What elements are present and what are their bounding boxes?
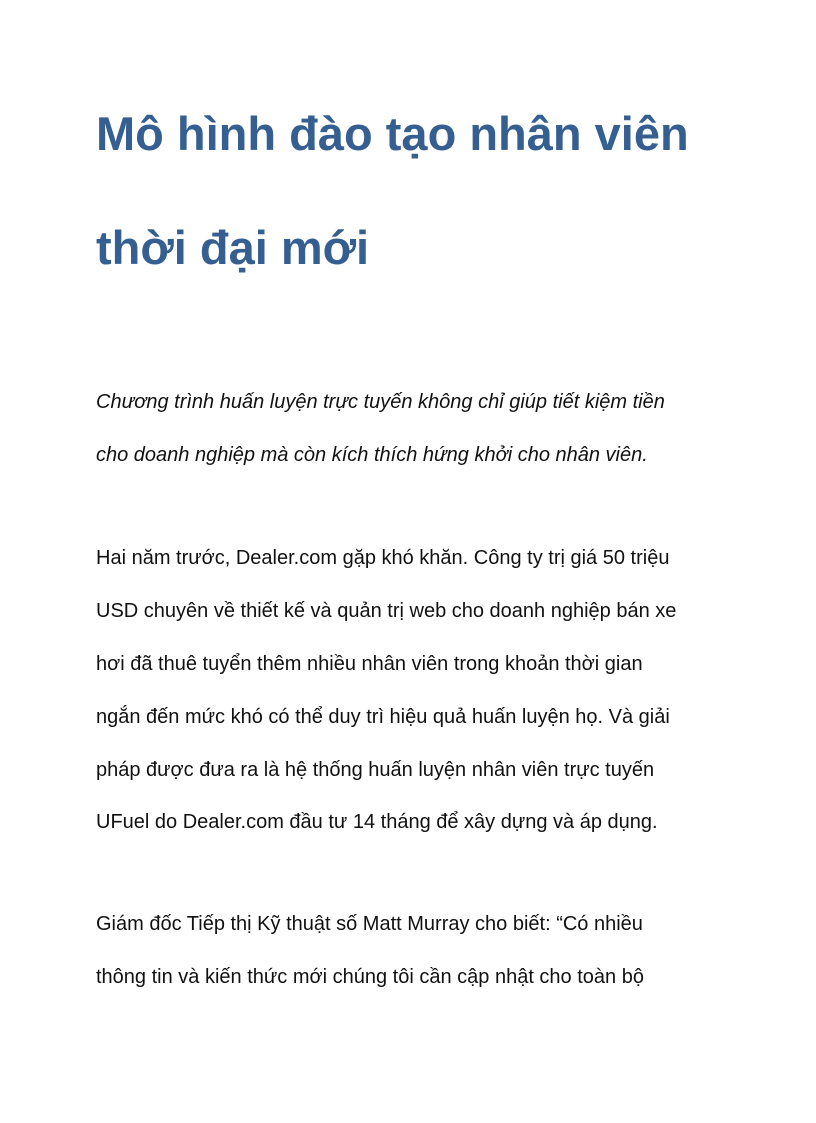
paragraph-1-line-4: ngắn đến mức khó có thể duy trì hiệu quả huấn luyện họ. Và giải <box>96 706 670 728</box>
paragraph-2-line-2: thông tin và kiến thức mới chúng tôi cần cập nhật cho toàn bộ <box>96 966 644 988</box>
paragraph-1-line-2: USD chuyên về thiết kế và quản trị web cho doanh nghiệp bán xe <box>96 600 677 622</box>
document-title-line-1: Mô hình đào tạo nhân viên <box>96 107 689 160</box>
document-title-line-2: thời đại mới <box>96 221 370 274</box>
paragraph-2-line-1: Giám đốc Tiếp thị Kỹ thuật số Matt Murray cho biết: “Có nhiều <box>96 913 643 935</box>
lead-line-1: Chương trình huấn luyện trực tuyến không chỉ giúp tiết kiệm tiền <box>96 391 665 413</box>
lead-line-2: cho doanh nghiệp mà còn kích thích hứng khởi cho nhân viên. <box>96 444 648 466</box>
paragraph-1-line-6: UFuel do Dealer.com đầu tư 14 tháng để xây dựng và áp dụng. <box>96 811 658 833</box>
paragraph-1-line-5: pháp được đưa ra là hệ thống huấn luyện nhân viên trực tuyến <box>96 759 655 781</box>
paragraph-1-line-3: hơi đã thuê tuyển thêm nhiều nhân viên trong khoản thời gian <box>96 653 643 675</box>
paragraph-1-line-1: Hai năm trước, Dealer.com gặp khó khăn. Công ty trị giá 50 triệu <box>96 547 670 569</box>
